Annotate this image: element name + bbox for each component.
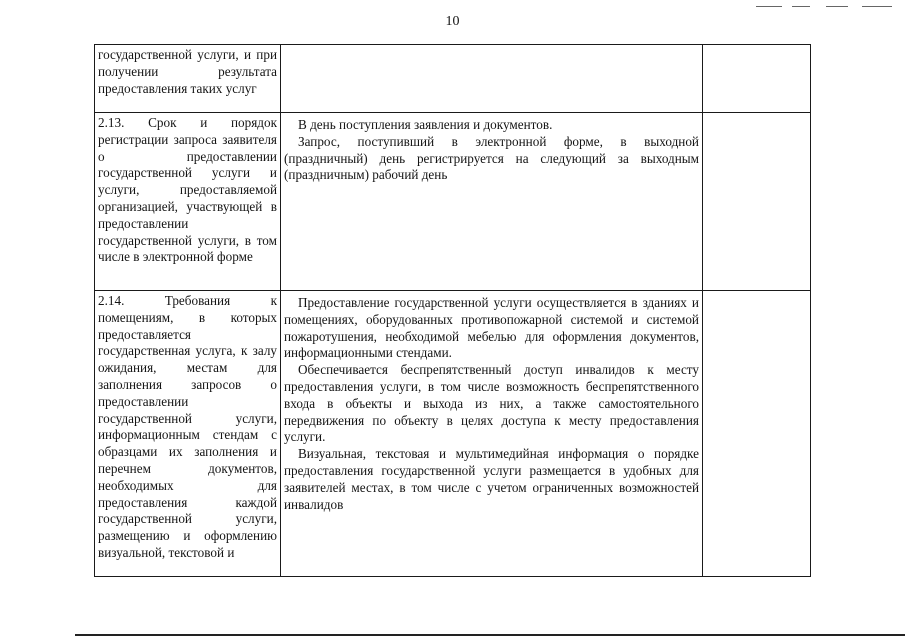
value-cell: [281, 291, 703, 577]
regulation-table: [94, 44, 811, 577]
value-paragraph: Запрос, поступивший в электронной форме, в выходной (праздничный) день регистрируется на следующий за выходным (праздничным) рабочий день: [284, 133, 699, 183]
scan-mark: [756, 6, 782, 7]
scan-mark: [862, 6, 892, 7]
notes-cell: [703, 291, 811, 577]
value-paragraph: Визуальная, текстовая и мультимедийная информация о порядке предоставления государственной услуги размещается в удобных для заявителей местах, в том числе с учетом ограниченных возможностей инвалидов: [284, 446, 699, 512]
table-row: [95, 45, 811, 113]
scan-mark: [792, 6, 810, 7]
table-row: [95, 113, 811, 291]
notes-cell: [703, 113, 811, 291]
value-paragraph: В день поступления заявления и документов.: [298, 117, 553, 132]
parameter-cell: 2.13. Срок и порядок регистрации запроса заявителя о предоставлении государственной услуги и услуги, предоставляемой организацией, участвующей в предоставлении государственной услуги, в том числе в электронной форме: [95, 113, 281, 291]
page-edge-line: [75, 634, 905, 636]
value-cell: [281, 113, 703, 291]
parameter-cell: государственной услуги, и при получении результата предоставления таких услуг: [95, 45, 281, 113]
table-row: [95, 291, 811, 577]
parameter-cell: 2.14. Требования к помещениям, в которых предоставляется государственная услуга, к залу ожидания, местам для заполнения запросов о предоставлении государственной услуги, информационным стендам с образцами их заполнения и перечнем документов, необходимых для предоставления каждой государственной услуги, размещению и оформлению визуальной, текстовой и: [95, 291, 281, 577]
page-number: 10: [445, 14, 460, 29]
scan-mark: [826, 6, 848, 7]
notes-cell: [703, 45, 811, 113]
value-cell: [281, 45, 703, 113]
value-paragraph: Обеспечивается беспрепятственный доступ инвалидов к месту предоставления услуги, в том числе возможность беспрепятственного входа в объекты и выхода из них, а также самостоятельного передвижения по объекту в целях доступа к месту предоставления услуги.: [284, 362, 699, 445]
value-paragraph: Предоставление государственной услуги осуществляется в зданиях и помещениях, оборудованных противопожарной системой и системой пожаротушения, необходимой мебелью для оформления документов, информационными стендами.: [284, 295, 699, 361]
